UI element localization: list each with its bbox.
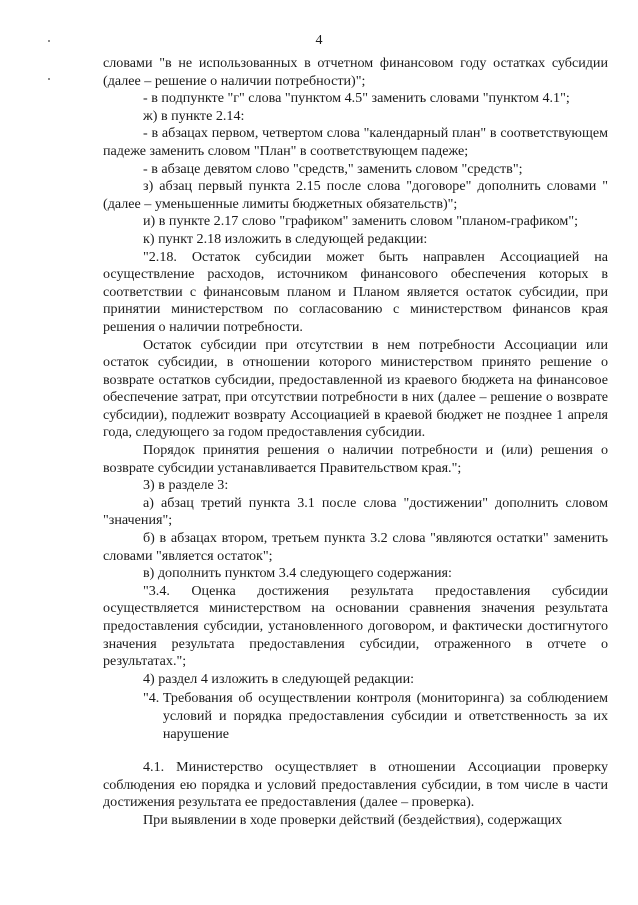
section-4-number: "4.	[143, 690, 163, 707]
paragraph: к) пункт 2.18 изложить в следующей редакции:	[143, 230, 428, 247]
paragraph: 4.1. Министерство осуществляет в отношении Ассоциации проверку соблюдения ею порядка и условий предоставления субсидии, в том числе в части достижения результата ее предоставления (далее – проверка).	[103, 759, 608, 811]
paragraph: б) в абзацах втором, третьем пункта 3.2 слова "являются остатки" заменить словами "является остаток";	[103, 530, 608, 564]
paragraph: 4) раздел 4 изложить в следующей редакции:	[143, 670, 415, 687]
paragraph: з) абзац первый пункта 2.15 после слова "договоре" дополнить словами "(далее – уменьшенные лимиты бюджетных обязательств)";	[103, 178, 608, 212]
paragraph: 3) в разделе 3:	[143, 477, 229, 494]
section-4-title: Требования об осуществлении контроля (мониторинга) за соблюдением условий и порядка предоставления субсидии и ответственность за их нарушение	[162, 690, 608, 742]
document-body	[103, 55, 608, 830]
paragraph: Порядок принятия решения о наличии потребности и (или) решения о возврате субсидии устанавливается Правительством края.";	[103, 442, 608, 476]
paragraph: Остаток субсидии при отсутствии в нем потребности Ассоциации или остаток субсидии, в отношении которого министерством принято решение о возврате остатков субсидии, предоставленной из краевого бюджета на финансовое обеспечение затрат, при отсутствии потребности в них (далее – решение о возврате субсидии), подлежит возврату Ассоциацией в краевой бюджет не позднее 1 апреля года, следующего за годом предоставления субсидии.	[103, 336, 608, 441]
paragraph: "2.18. Остаток субсидии может быть направлен Ассоциацией на осуществление расходов, источником финансового обеспечения которых в соответствии с финансовым планом и Планом является остаток субсидии, при принятии министерством по согласованию с министерством финансов края решения о наличии потребности.	[103, 248, 608, 335]
scan-dot-side	[48, 78, 50, 80]
paragraph: "3.4. Оценка достижения результата предоставления субсидии осуществляется министерством на основании сравнения значения результата предоставления субсидии, установленного договором, и фактически достигнутого значения результата предоставления субсидии, отраженного в отчете о результатах.";	[103, 582, 608, 670]
paragraph: - в абзаце девятом слово "средств," заменить словом "средств";	[143, 160, 523, 177]
paragraph: а) абзац третий пункта 3.1 после слова "достижении" дополнить словом "значения";	[103, 494, 608, 529]
section-4-heading	[143, 690, 608, 743]
page-number: 4	[315, 33, 323, 48]
paragraph: - в абзацах первом, четвертом слова "календарный план" в соответствующем падеже заменить словом "План" в соответствующем падеже;	[103, 125, 608, 159]
paragraph: в) дополнить пунктом 3.4 следующего содержания:	[143, 565, 452, 582]
paragraph: ж) в пункте 2.14:	[143, 107, 245, 124]
paragraph: словами "в не использованных в отчетном финансовом году остатках субсидии (далее – решение о наличии потребности)";	[103, 55, 608, 89]
paragraph: и) в пункте 2.17 слово "графиком" заменить словом "планом-графиком";	[143, 213, 579, 230]
paragraph: - в подпункте "г" слова "пунктом 4.5" заменить словами "пунктом 4.1";	[143, 90, 570, 107]
paragraph: При выявлении в ходе проверки действий (бездействия), содержащих	[143, 811, 563, 828]
